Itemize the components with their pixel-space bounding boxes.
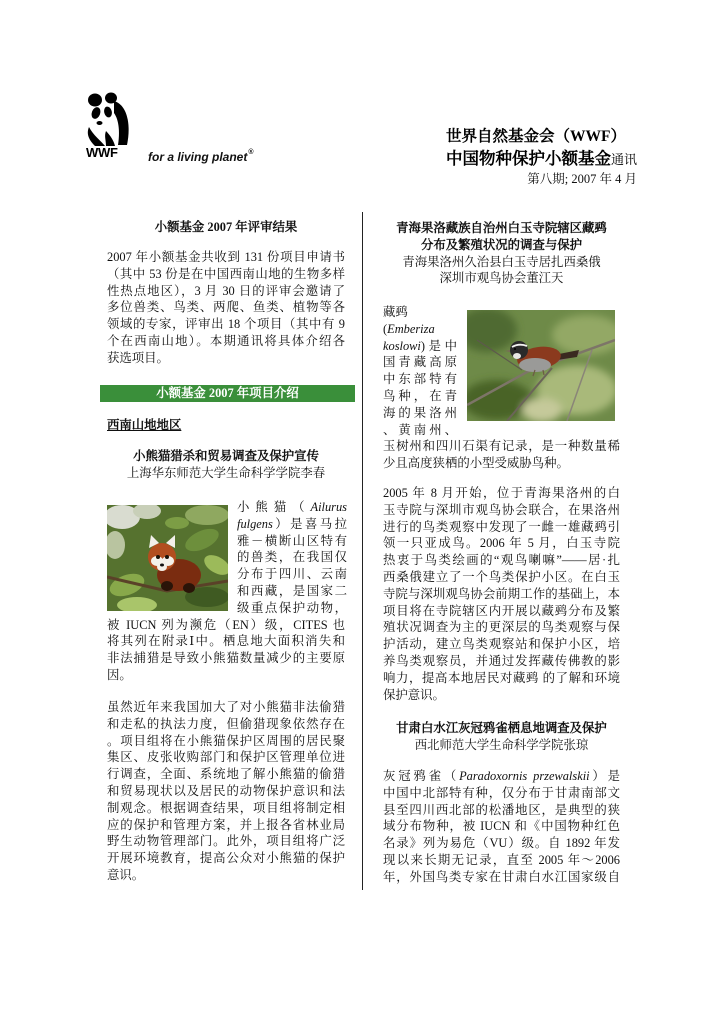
text-line: 保护意识。 [383, 687, 445, 702]
text-line [237, 516, 347, 533]
text-line: 国青藏高原 [383, 355, 457, 370]
red-panda-author: 上海华东师范大学生命科学学院李春 [126, 466, 326, 480]
red-panda-photo [107, 505, 228, 611]
scientific-name: Paradoxornis przewalskii [459, 769, 590, 783]
text-line: 集区、皮张收购部门和保护区管理单位进 [107, 750, 345, 765]
column-divider [362, 212, 363, 890]
text-line: 开展环境教育，提高公众对小熊猫的保护 [107, 851, 345, 866]
text-line: 获选项目。 [107, 350, 169, 365]
scientific-name: koslowi [383, 338, 421, 353]
bunting-title-line-1: 青海果洛藏族自治州白玉寺院辖区藏鹀 [396, 221, 607, 235]
text-line: 多位兽类、鸟类、两爬、鱼类、植物等各 [107, 300, 345, 315]
scientific-name: Ailurus [310, 500, 347, 514]
bunting-intro [383, 438, 620, 472]
tagline [148, 145, 254, 165]
red-panda-body [107, 699, 345, 884]
newsletter-title-suffix: 通讯 [611, 152, 638, 167]
text-line [383, 321, 457, 338]
text-line: 行调查，全面、系统地了解小熊猫的偷猎 [107, 767, 345, 782]
bunting-title-line-2: 分布及繁殖状况的调查与保护 [420, 237, 583, 252]
text-line: 热衷于鸟类绘画的“观鸟喇嘛”——居·扎 [383, 553, 620, 568]
text-line: 领域的专家，评审出 18 个项目（其中有 9 [107, 317, 345, 332]
text-line: 少且高度狭栖的小型受威胁鸟种。 [383, 456, 569, 471]
text-line: 应的保护和管理方案，并上报各省林业局 [107, 817, 345, 832]
text-line: 和走私的执法力度，但偷猎现象依然存在 [107, 716, 345, 731]
red-panda-intro [107, 617, 345, 684]
text-line [383, 768, 620, 785]
tagline-text: for a living planet [148, 150, 248, 164]
text-line: 鸟种，在青 [383, 388, 457, 403]
text-line: 将其列在附录Ⅰ中。栖息地大面积消失和 [107, 634, 345, 649]
text-line: 级重点保护动物， [237, 600, 347, 615]
text-line: 寺院与深圳观鸟协会前期工作的基础上，本 [383, 586, 620, 601]
newsletter-title-main: 中国物种保护小额基金 [446, 149, 611, 168]
wwf-panda-logo-icon [84, 92, 130, 148]
parrotbill-body [383, 768, 620, 886]
text-line: 进行的鸟类观察中发现了一雌一雄藏鹀引 [383, 519, 620, 534]
text-segment: ( [383, 321, 388, 336]
text-line: 虽然近年来我国加大了对小熊猫非法偷猎 [107, 700, 345, 714]
text-line: 非法捕猎是导致小熊猫数量减少的主要原 [107, 651, 345, 666]
text-line: 。项目组将在小熊猫保护区周围的居民聚 [107, 733, 345, 748]
text-line: 因。 [107, 667, 132, 682]
parrotbill-author: 西北师范大学生命科学学院张琼 [414, 738, 589, 752]
text-line: 名录》列为易危（VU）级。自 1892 年发 [383, 836, 620, 851]
text-line [237, 499, 347, 516]
bunting-heading [383, 220, 620, 287]
review-heading: 小额基金 2007 年评审结果 [154, 220, 298, 234]
region-heading: 西南山地地区 [107, 418, 182, 432]
text-line: 域分布物种，被 IUCN 和《中国物种红色 [383, 819, 620, 834]
text-line: 2007 年小额基金共收到 131 份项目申请书 [107, 250, 345, 264]
text-segment: 小熊猫（ [237, 500, 311, 514]
issue-date: 第八期; 2007 年 4 月 [527, 172, 637, 186]
text-line: 野生动物管理部门。此外，项目组将广泛 [107, 834, 345, 849]
text-line: 的兽类，在我国仅 [237, 550, 347, 565]
text-line: 现以来长期无记录，直至 2005 年～2006 [383, 852, 620, 867]
text-line: 和西藏，是国家二 [237, 583, 347, 598]
text-line: 殖状况调查为主的更深层的鸟类观察与保 [383, 620, 620, 635]
section-bar: 小额基金 2007 年项目介绍 [100, 385, 355, 402]
text-line: 项目将在寺院辖区内开展以藏鹀分布及繁 [383, 603, 620, 618]
registered-mark: ® [248, 149, 254, 156]
text-line: 西桑俄建立了一个鸟类保护小区。在白玉 [383, 569, 620, 584]
org-name: 世界自然基金会（WWF） [446, 128, 626, 145]
text-line: 中东部特有 [383, 372, 457, 387]
text-line: 玉树州和四川石渠有记录，是一种数量稀 [383, 439, 620, 454]
parrotbill-title: 甘肃白水江灰冠鸦雀栖息地调查及保护 [396, 721, 607, 735]
text-line: 和贸易现状以及居民的动物保护意识和法 [107, 783, 345, 798]
bunting-author-2: 深圳市观鸟协会董江天 [439, 271, 564, 286]
text-line: 中国中北部特有种，仅分布于甘肃南部文 [383, 785, 620, 800]
text-line: 领一只亚成鸟。2006 年 5 月，白玉寺院 [383, 536, 620, 551]
text-line: 性热点地区），3 月 30 日的评审会邀请了 [107, 283, 345, 298]
text-segment: )是中 [420, 338, 457, 353]
tibetan-bunting-photo [467, 310, 615, 421]
text-line: 县至四川西北部的松潘地区，是典型的狭 [383, 802, 620, 817]
review-paragraph [107, 249, 345, 367]
text-line: 藏鹀 [383, 305, 408, 319]
text-line: （其中 53 份是在中国西南山地的生物多样 [107, 266, 345, 281]
text-line: 意识。 [107, 867, 145, 882]
text-line: 养鸟类观察员，并通过发挥藏传佛教的影 [383, 653, 620, 668]
text-line: 制观念。根据调查结果，项目组将制定相 [107, 800, 345, 815]
text-line: 个在西南山地）。本期通讯将具体介绍各 [107, 333, 345, 348]
text-line: 年，外国鸟类专家在甘肃白水江国家级自 [383, 869, 620, 884]
bunting-author-1: 青海果洛州久治县白玉寺居扎西桑俄 [402, 254, 601, 269]
text-line: 、黄南州、 [383, 422, 457, 437]
text-segment: ）是喜马拉 [272, 516, 347, 531]
text-line [383, 338, 457, 355]
text-line: 被 IUCN 列为濒危（EN）级，CITES 也 [107, 617, 345, 632]
text-segment: ）是 [589, 769, 620, 783]
text-line: 2005 年 8 月开始，位于青海果洛州的白 [383, 486, 620, 500]
text-line: 分布于四川、云南 [237, 567, 347, 582]
text-line: 护活动，建立鸟类观察站和保护小区，培 [383, 637, 620, 652]
text-line: 玉寺院与深圳市观鸟协会联合，在果洛州 [383, 502, 620, 517]
bunting-body [383, 485, 620, 703]
scientific-name: Emberiza [387, 321, 435, 336]
text-line: 雅－横断山区特有 [237, 533, 347, 548]
red-panda-title: 小熊猫猎杀和贸易调查及保护宣传 [133, 449, 319, 463]
text-line: 海的果洛州 [383, 405, 457, 420]
scientific-name: fulgens [237, 516, 273, 531]
bunting-intro-wrap [383, 304, 457, 438]
newsletter-title [446, 149, 637, 170]
text-segment: 灰冠鸦雀（ [383, 769, 460, 783]
red-panda-intro-wrap [237, 499, 347, 617]
text-line: 响力，提高本地居民对藏鹀 的了解和环境 [383, 670, 620, 685]
wwf-wordmark: WWF [86, 145, 118, 160]
